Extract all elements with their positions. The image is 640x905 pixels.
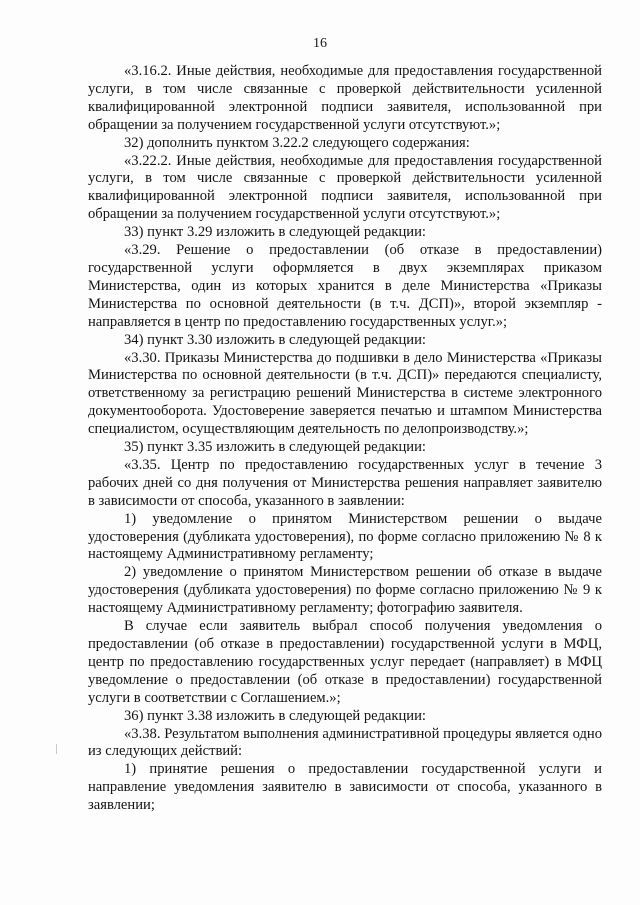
page-number: 16 bbox=[313, 36, 327, 51]
paragraph: «3.16.2. Иные действия, необходимые для предоставления государственной услуги, в том числе связанные с проверкой действительности усиленной квалифицированной электронной подписи заявителя, использованной при обращении за получением государственной услуги отсутствуют.»; bbox=[88, 63, 602, 133]
paragraph: «3.29. Решение о предоставлении (об отказе в предоставлении) государственной услуги оформляется в двух экземплярах приказом Министерства, один из которых хранится в деле Министерства «Приказы Министерства по основной деятельности (в т.ч. ДСП)», второй экземпляр - направляется в центр по предоставлению государственных услуг.»; bbox=[88, 242, 602, 330]
paragraph: 2) уведомление о принятом Министерством решении об отказе в выдаче удостоверения (дубликата удостоверения) по форме согласно приложению № 9 к настоящему Административному регламенту; фотографию заявителя. bbox=[88, 564, 602, 617]
paragraph: «3.22.2. Иные действия, необходимые для предоставления государственной услуги, в том числе связанные с проверкой действительности усиленной квалифицированной электронной подписи заявителя, использованной при обращении за получением государственной услуги отсутствуют.»; bbox=[88, 152, 602, 223]
paragraph: «3.30. Приказы Министерства до подшивки в дело Министерства «Приказы Министерства по основной деятельности (в т.ч. ДСП)» передаются специалисту, ответственному за регистрацию решений Министерства в системе электронного документооборота. Удостоверение заверяется печатью и штампом Министерства специалистом, осуществляющим деятельность по делопроизводству.»; bbox=[88, 349, 602, 438]
amendment-instruction: 34) пункт 3.30 изложить в следующей редакции: bbox=[124, 331, 426, 348]
amendment-instruction: 32) дополнить пунктом 3.22.2 следующего содержания: bbox=[124, 134, 470, 151]
paragraph: «3.35. Центр по предоставлению государственных услуг в течение 3 рабочих дней со дня получения от Министерства решения направляет заявителю в зависимости от способа, указанного в заявлении: bbox=[88, 456, 602, 509]
amendment-instruction: 33) пункт 3.29 изложить в следующей редакции: bbox=[124, 224, 426, 241]
paragraph: «3.38. Результатом выполнения административной процедуры является одно из следующих действий: bbox=[88, 725, 602, 760]
amendment-instruction: 35) пункт 3.35 изложить в следующей редакции: bbox=[124, 439, 426, 456]
paragraph: 1) принятие решения о предоставлении государственной услуги и направление уведомления заявителю в зависимости от способа, указанного в заявлении; bbox=[88, 761, 602, 814]
amendment-instruction: 36) пункт 3.38 изложить в следующей редакции: bbox=[124, 707, 426, 724]
document-body bbox=[88, 63, 602, 815]
paragraph: В случае если заявитель выбрал способ получения уведомления о предоставлении (об отказе в предоставлении) государственной услуги в МФЦ, центр по предоставлению государственных услуг передает (направляет) в МФЦ уведомление о предоставлении (об отказе в предоставлении) государственной услуги в соответствии с Соглашением.»; bbox=[88, 618, 602, 706]
paragraph: 1) уведомление о принятом Министерством решении о выдаче удостоверения (дубликата удостоверения), по форме согласно приложению № 8 к настоящему Административному регламенту; bbox=[88, 510, 602, 563]
margin-mark bbox=[56, 744, 57, 754]
